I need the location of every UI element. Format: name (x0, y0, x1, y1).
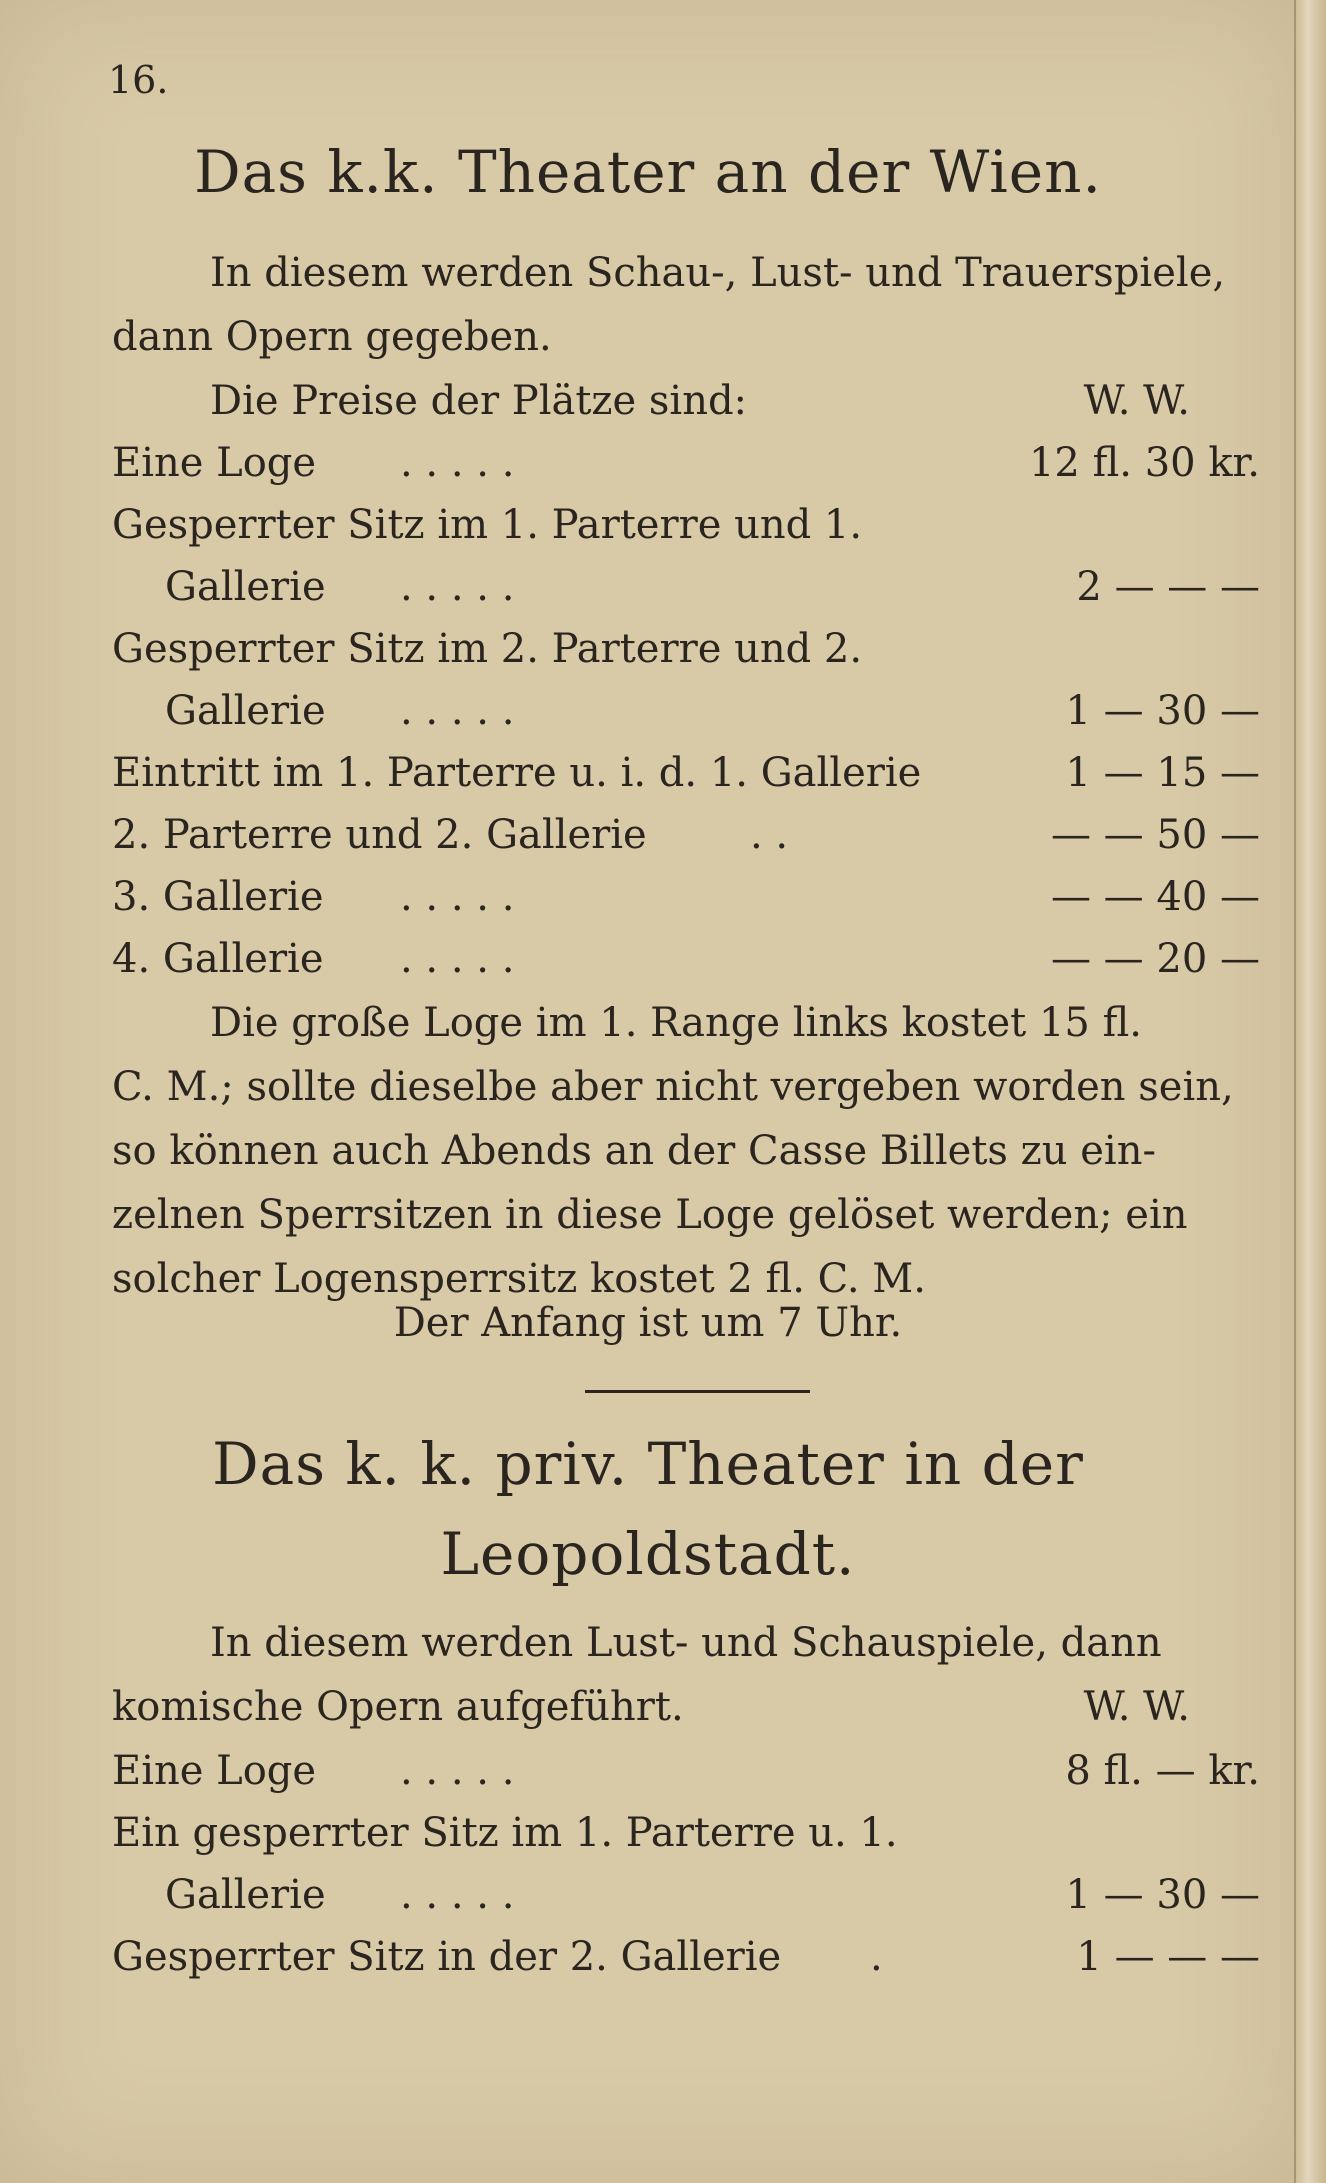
price-row-label: Gesperrter Sitz im 2. Parterre und 2. (112, 626, 863, 672)
note-line: C. M.; sollte dieselbe aber nicht vergeben worden sein, (112, 1064, 1234, 1110)
price-row-label: Gallerie (165, 688, 326, 734)
price-value: 1 — — — (1076, 1934, 1260, 1980)
price-row-label: Gallerie (165, 1872, 326, 1918)
leader-dots: . . . . . (400, 1872, 515, 1918)
note-line: Die große Loge im 1. Range links kostet 15 fl. (210, 1000, 1142, 1046)
section-heading-leopoldstadt-line2: Leopoldstadt. (440, 1520, 856, 1588)
price-row-label: 2. Parterre und 2. Gallerie (112, 812, 647, 858)
prices-intro: Die Preise der Plätze sind: (210, 378, 748, 424)
section-heading-leopoldstadt: Das k. k. priv. Theater in der (212, 1430, 1084, 1498)
price-row-label: Gallerie (165, 564, 326, 610)
page-number: 16. (108, 58, 169, 102)
leader-dots: . . . . . (400, 440, 515, 486)
note-line: zelnen Sperrsitzen in diese Loge gelöset werden; ein (112, 1192, 1188, 1238)
price-value: 1 — 15 — (1065, 750, 1260, 796)
page-edge (1294, 0, 1326, 2183)
price-value: 8 fl. — kr. (1065, 1748, 1260, 1794)
note-line: so können auch Abends an der Casse Billets zu ein- (112, 1128, 1156, 1174)
leader-dots: . . . . . (400, 564, 515, 610)
intro-line: In diesem werden Lust- und Schauspiele, dann (210, 1620, 1162, 1666)
price-value: — — 20 — (1050, 936, 1260, 982)
price-row-label: Eine Loge (112, 440, 317, 486)
price-row-label: 3. Gallerie (112, 874, 324, 920)
price-value: 1 — 30 — (1065, 688, 1260, 734)
note-line: solcher Logensperrsitz kostet 2 fl. C. M. (112, 1256, 926, 1302)
price-row-label: Eintritt im 1. Parterre u. i. d. 1. Gallerie (112, 750, 922, 796)
price-value: — — 50 — (1050, 812, 1260, 858)
price-row-label: Eine Loge (112, 1748, 317, 1794)
price-row-label: 4. Gallerie (112, 936, 324, 982)
price-value: 2 — — — (1076, 564, 1260, 610)
price-value: — — 40 — (1050, 874, 1260, 920)
price-value: 1 — 30 — (1065, 1872, 1260, 1918)
leader-dots: . . . . . (400, 936, 515, 982)
section-heading-theater-an-der-wien: Das k.k. Theater an der Wien. (194, 138, 1102, 206)
section-divider (585, 1390, 810, 1393)
leader-dots: . (870, 1934, 883, 1980)
price-row-label: Gesperrter Sitz im 1. Parterre und 1. (112, 502, 863, 548)
leader-dots: . . . . . (400, 1748, 515, 1794)
currency-label: W. W. (1083, 1684, 1190, 1730)
price-value: 12 fl. 30 kr. (1028, 440, 1260, 486)
price-row-label: Ein gesperrter Sitz im 1. Parterre u. 1. (112, 1810, 898, 1856)
intro-line: In diesem werden Schau-, Lust- und Trauerspiele, (210, 250, 1226, 296)
leader-dots: . . . . . (400, 688, 515, 734)
leader-dots: . . . . . (400, 874, 515, 920)
intro-line: komische Opern aufgeführt. (112, 1684, 684, 1730)
intro-line: dann Opern gegeben. (112, 314, 552, 360)
leader-dots: . . (750, 812, 789, 858)
price-row-label: Gesperrter Sitz in der 2. Gallerie (112, 1934, 782, 1980)
start-time: Der Anfang ist um 7 Uhr. (393, 1300, 903, 1346)
currency-label: W. W. (1083, 378, 1190, 424)
